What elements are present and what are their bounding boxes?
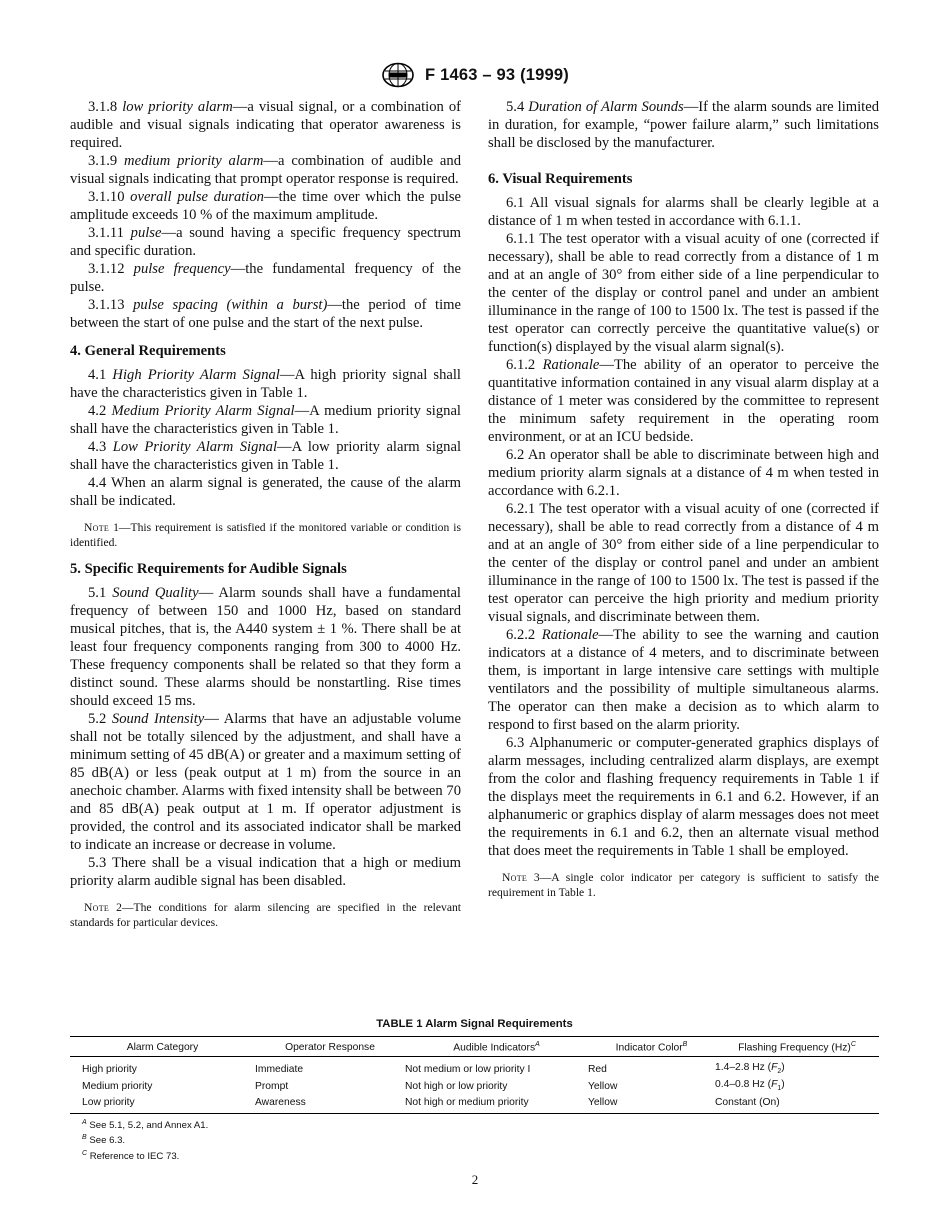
table-footnotes [70, 1117, 879, 1164]
table-cell: Prompt [255, 1081, 289, 1093]
column-header: Indicator Color$^B$ [588, 1037, 715, 1057]
paragraph-3-1-10: 3.1.10 overall pulse duration—the time over which the pulse amplitude exceeds 10 % of the maximum amplitude. [70, 189, 461, 223]
paragraph-5-2: 5.2 Sound Intensity— Alarms that have an adjustable volume shall not be totally silenced by the adjustment, and shall have a minimum setting of 45 dB(A) or greater and a maximum setting of 85 dB(A) or less (peak output at 1 m) from the source in an anechoic chamber. Alarms with fixed intensity shall be between 70 and 85 dB(A) peak output at 1 m. If operator adjustment is provided, the control and its associated indicator shall be marked to indicate an increase or decrease in volume. [70, 711, 461, 853]
table-cell: Red [588, 1064, 607, 1076]
paragraph-6-3: 6.3 Alphanumeric or computer-generated graphics displays of alarm messages, including centralized alarm displays, are exempt from the color and flashing frequency requirements in Table 1 if the displays meet the requirements in 6.1 and 6.2. However, if an alphanumeric or graphics display of alarm messages does not meet the requirements in 6.1 and 6.2, then an alternate visual method that does meet the requirements in Table 1 shall be employed. [488, 735, 879, 859]
paragraph-4-2: 4.2 Medium Priority Alarm Signal—A medium priority signal shall have the characteristics given in Table 1. [70, 403, 461, 437]
document-title: F 1463 – 93 (1999) [425, 65, 569, 84]
right-column [488, 98, 879, 910]
table-row [70, 1078, 879, 1095]
left-column [70, 98, 461, 940]
paragraph-6-2-2: 6.2.2 Rationale—The ability to see the warning and caution indicators at a distance of 4 meters, and to discriminate between them, is important in large intensive care settings with multiple ventilators and the possibility of multiple simultaneous alarms. The operator can then make a decision as to which alarm to respond to first based on the alarm priority. [488, 627, 879, 733]
paragraph-3-1-12: 3.1.12 pulse frequency—the fundamental frequency of the pulse. [70, 261, 461, 295]
note-1: Note 1—This requirement is satisfied if the monitored variable or condition is identified. [70, 521, 461, 549]
table-1 [70, 1018, 879, 1164]
paragraph-5-3: 5.3 There shall be a visual indication that a high or medium priority alarm audible signal has been disabled. [70, 855, 462, 889]
table-cell: Not high or low priority [405, 1081, 508, 1093]
section-6-heading: 6. Visual Requirements [488, 171, 633, 187]
table-cell: Yellow [588, 1096, 618, 1108]
table-row [70, 1096, 879, 1114]
paragraph-4-1: 4.1 High Priority Alarm Signal—A high priority signal shall have the characteristics given in Table 1. [70, 367, 461, 401]
paragraph-3-1-9: 3.1.9 medium priority alarm—a combination of audible and visual signals indicating that prompt operator response is required. [70, 153, 461, 187]
paragraph-4-3: 4.3 Low Priority Alarm Signal—A low priority alarm signal shall have the characteristics given in Table 1. [70, 439, 461, 473]
table-row [70, 1057, 879, 1079]
paragraph-6-1-2: 6.1.2 Rationale—The ability of an operator to perceive the quantitative information contained in any visual alarm display at a distance of 1 meter was considered by the committee to represent the minimum safety requirement in the operating room environment, or at an ICU bedside. [488, 357, 879, 445]
paragraph-6-2-1: 6.2.1 The test operator with a visual acuity of one (corrected if necessary), shall be able to read correctly from a distance of 4 m and at an angle of 30° from either side of a line perpendicular to the center of the display or control panel and under an ambient illuminance in the range of 100 to 1500 lx. The test is passed if the test operator can perceive the high priority and medium priority visual signals, and discriminate between them. [488, 501, 879, 625]
paragraph-4-4: 4.4 When an alarm signal is generated, the cause of the alarm shall be indicated. [70, 475, 461, 509]
section-5-heading: 5. Specific Requirements for Audible Signals [70, 561, 347, 577]
footnote: $^A$ See 5.1, 5.2, and Annex A1. [82, 1118, 209, 1131]
paragraph-3-1-13: 3.1.13 pulse spacing (within a burst)—the period of time between the start of one pulse and the start of the next pulse. [70, 297, 461, 331]
table-cell: Low priority [82, 1096, 135, 1108]
table-cell: Not high or medium priority [405, 1096, 529, 1108]
paragraph-5-4: 5.4 Duration of Alarm Sounds—If the alarm sounds are limited in duration, for example, “power failure alarm,” such limitations shall be disclosed by the manufacturer. [488, 99, 879, 151]
table-header-row [70, 1037, 879, 1057]
paragraph-6-1-1: 6.1.1 The test operator with a visual acuity of one (corrected if necessary), shall be able to read correctly from a distance of 1 m and at an angle of 30° from either side of a line perpendicular to the center of the display or control panel and under an ambient illuminance in the range of 100 to 1500 lx. The test is passed if the test operator can correctly perceive the quantitative value(s) or function(s) displayed by the visual alarm signal(s). [488, 231, 879, 355]
page-number: 2 [471, 1172, 479, 1187]
alarm-signal-table [70, 1036, 879, 1114]
table-cell: Constant (On) [715, 1096, 780, 1108]
table-cell: 0.4–0.8 Hz $(F_1)$ [715, 1079, 785, 1093]
column-header: Audible Indicators$^A$ [405, 1037, 588, 1057]
paragraph-6-1: 6.1 All visual signals for alarms shall be clearly legible at a distance of 1 m when tested in accordance with 6.1.1. [488, 195, 880, 229]
table-cell: Not medium or low priority I [405, 1064, 531, 1076]
paragraph-6-2: 6.2 An operator shall be able to discriminate between high and medium priority alarm signals at a distance of 4 m when tested in accordance with 6.2.1. [488, 447, 880, 499]
note-3: Note 3—A single color indicator per category is sufficient to satisfy the requirement in Table 1. [488, 871, 879, 899]
section-4-heading: 4. General Requirements [70, 343, 226, 359]
table-cell: Medium priority [82, 1081, 153, 1093]
paragraph-3-1-8: 3.1.8 low priority alarm—a visual signal, or a combination of audible and visual signals indicating that operator awareness is required. [70, 99, 461, 151]
astm-logo-icon [381, 62, 415, 88]
table-cell: 1.4–2.8 Hz $(F_2)$ [715, 1062, 785, 1076]
column-header: Operator Response [255, 1037, 405, 1057]
column-header: Flashing Frequency $(Hz)^C$ [715, 1037, 879, 1057]
note-2: Note 2—The conditions for alarm silencing are specified in the relevant standards for particular devices. [70, 901, 461, 929]
footnote: $^C$ Reference to IEC 73. [82, 1149, 180, 1163]
column-header: Alarm Category [70, 1037, 255, 1057]
table-cell: Yellow [588, 1081, 618, 1093]
table-cell: Awareness [255, 1096, 306, 1108]
paragraph-3-1-11: 3.1.11 pulse—a sound having a specific frequency spectrum and specific duration. [70, 225, 461, 259]
table-caption: TABLE 1 Alarm Signal Requirements [376, 1018, 573, 1030]
table-cell: High priority [82, 1064, 137, 1076]
paragraph-5-1: 5.1 Sound Quality— Alarm sounds shall have a fundamental frequency of between 150 and 1000 Hz, based on standard musical pitches, that is, the A440 system ± 1 %. There shall be at least four frequency components ranging from 300 to 4000 Hz. These frequency components shall be related so that they form a distinct sound. These alarms should be nonstartling. Rise times should exceed 15 ms. [70, 585, 461, 709]
page-header [0, 62, 950, 88]
footnote: $^B$ See 6.3. [82, 1134, 126, 1147]
table-cell: Immediate [255, 1064, 304, 1076]
